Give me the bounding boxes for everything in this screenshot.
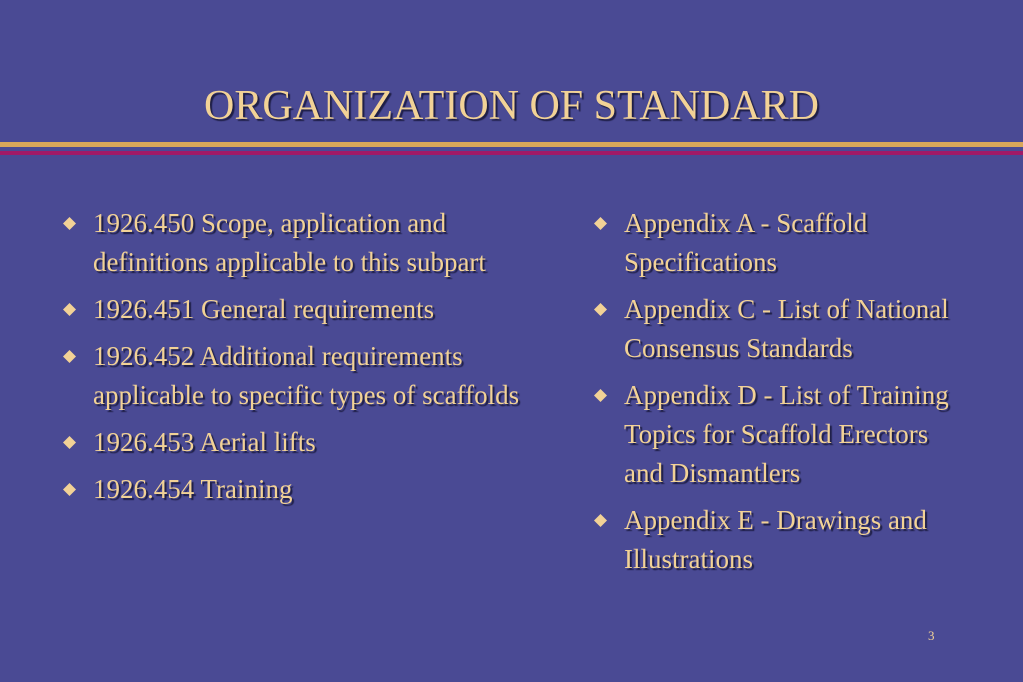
diamond-bullet-icon: [594, 217, 607, 230]
title-divider-magenta: [0, 151, 1023, 155]
diamond-bullet-icon: [594, 389, 607, 402]
page-number: 3: [928, 628, 935, 643]
list-item-text: 1926.454 Training: [93, 474, 293, 504]
diamond-bullet-icon: [63, 303, 76, 316]
list-item-text: Appendix D - List of Training Topics for Scaffold Erectors and Dismantlers: [624, 380, 949, 488]
list-item-text: 1926.453 Aerial lifts: [93, 427, 316, 457]
list-item-text: Appendix A - Scaffold Specifications: [624, 208, 868, 277]
list-item: [589, 204, 959, 282]
list-item: [58, 204, 538, 282]
list-item: [589, 501, 959, 579]
title-divider-gold: [0, 142, 1023, 147]
list-item: [58, 423, 538, 462]
list-item-text: 1926.451 General requirements: [93, 294, 435, 324]
list-item: [58, 337, 538, 415]
slide-title: ORGANIZATION OF STANDARD: [204, 83, 819, 129]
list-item-text: 1926.450 Scope, application and definitions applicable to this subpart: [93, 208, 486, 277]
diamond-bullet-icon: [594, 303, 607, 316]
diamond-bullet-icon: [63, 483, 76, 496]
diamond-bullet-icon: [594, 514, 607, 527]
left-bullet-list: [58, 204, 538, 517]
diamond-bullet-icon: [63, 217, 76, 230]
diamond-bullet-icon: [63, 350, 76, 363]
list-item: [58, 290, 538, 329]
list-item: [589, 290, 959, 368]
list-item: [58, 470, 538, 509]
diamond-bullet-icon: [63, 436, 76, 449]
right-bullet-list: [589, 204, 959, 587]
list-item-text: Appendix E - Drawings and Illustrations: [624, 505, 927, 574]
list-item: [589, 376, 959, 493]
list-item-text: Appendix C - List of National Consensus Standards: [624, 294, 949, 363]
list-item-text: 1926.452 Additional requirements applicable to specific types of scaffolds: [93, 341, 520, 410]
